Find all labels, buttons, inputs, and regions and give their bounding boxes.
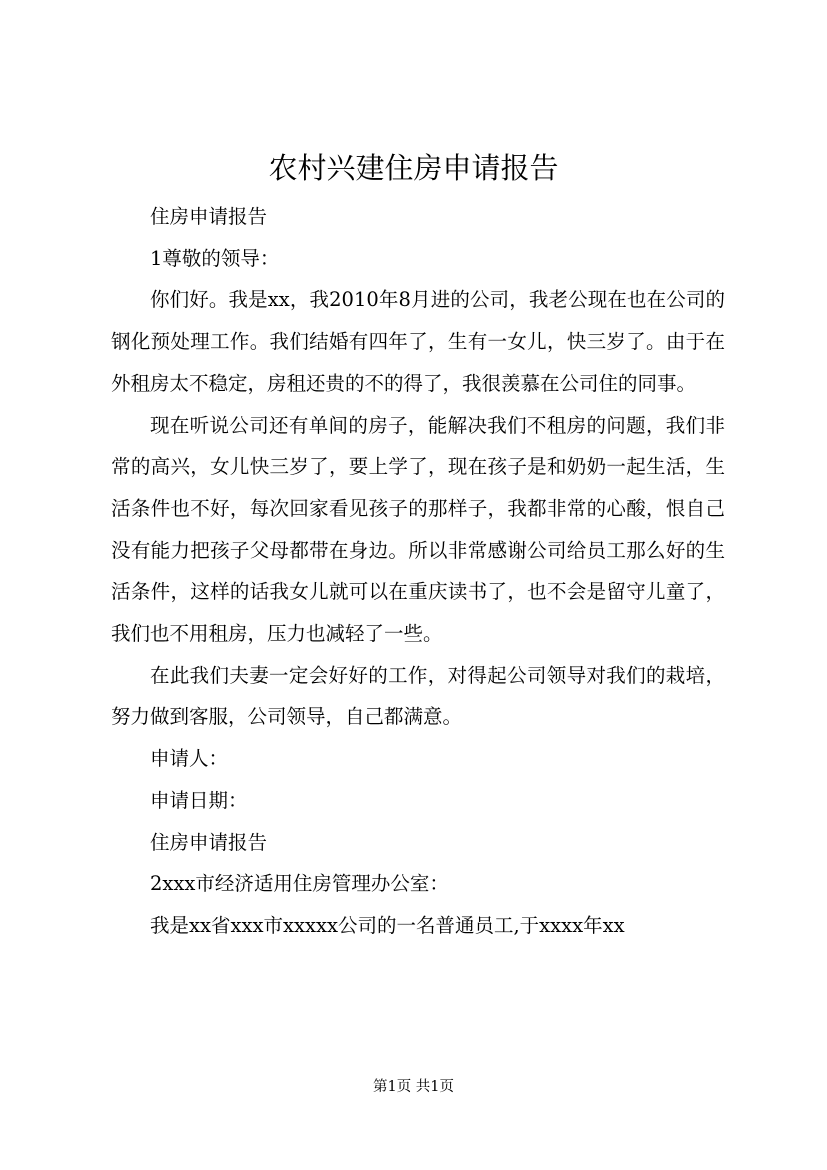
paragraph-closing: 在此我们夫妻一定会好好的工作，对得起公司领导对我们的栽培，努力做到客服，公司领导，自己都满意。 xyxy=(111,663,725,729)
paragraph-intro: 你们好。我是xx，我2010年8月进的公司，我老公现在也在公司的钢化预处理工作。我们结婚有四年了，生有一女儿，快三岁了。由于在外租房太不稳定，房租还贵的不的得了，我很羡慕在公司住的同事。 xyxy=(111,288,725,395)
paragraph-salutation: 1尊敬的领导： xyxy=(150,246,280,270)
paragraph-intro-2: 我是xx省xxx市xxxxx公司的一名普通员工,于xxxx年xx xyxy=(150,913,625,937)
paragraph-addressee-2: 2xxx市经济适用住房管理办公室： xyxy=(150,872,449,896)
paragraph-subtitle: 住房申请报告 xyxy=(150,205,268,228)
paragraph-request: 现在听说公司还有单间的房子，能解决我们不租房的问题，我们非常的高兴，女儿快三岁了，要上学了，现在孩子是和奶奶一起生活，生活条件也不好，每次回家看见孩子的那样子，我都非常的心酸，恨自己没有能力把孩子父母都带在身边。所以非常感谢公司给员工那么好的生活条件，这样的话我女儿就可以在重庆读书了，也不会是留守儿童了，我们也不用租房，压力也减轻了一些。 xyxy=(111,413,725,646)
application-date-line: 申请日期： xyxy=(150,788,248,812)
paragraph-subtitle-2: 住房申请报告 xyxy=(150,830,268,854)
page-footer: 第1页 共1页 xyxy=(372,1079,455,1095)
document-title: 农村兴建住房申请报告 xyxy=(268,151,559,185)
document-body xyxy=(111,196,725,947)
applicant-line: 申请人： xyxy=(150,747,229,771)
